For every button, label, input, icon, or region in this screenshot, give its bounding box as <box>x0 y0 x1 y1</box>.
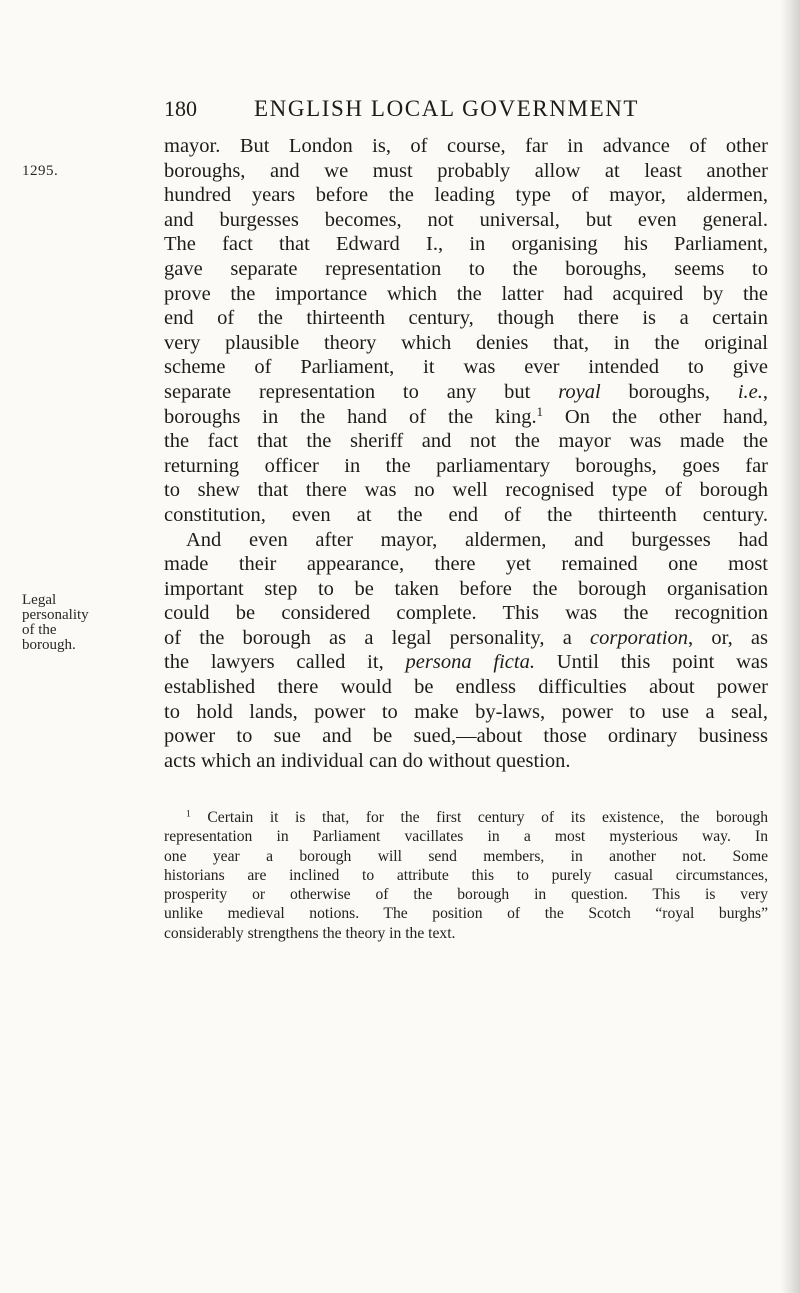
text-run: On the other hand, <box>542 405 768 428</box>
body-line <box>164 650 768 675</box>
footnote-line: one year a borough will send members, in another not. Some <box>164 847 768 865</box>
body-text <box>164 134 768 773</box>
margin-note-line: personality <box>22 607 89 623</box>
running-title: ENGLISH LOCAL GOVERNMENT <box>254 96 640 121</box>
text-run: Until this point was <box>534 651 768 674</box>
body-line: power to sue and be sued,—about those ordinary business <box>164 725 768 748</box>
footnote-line: considerably strengthens the theory in the text. <box>164 924 456 942</box>
body-line: the fact that the sheriff and not the mayor was made the <box>164 430 768 453</box>
page-edge-shadow <box>780 0 800 1293</box>
footnote-line: representation in Parliament vacillates in a most mysterious way. In <box>164 828 768 846</box>
footnote-reference: 1 <box>536 404 543 419</box>
body-line: to hold lands, power to make by-laws, power to use a seal, <box>164 700 768 723</box>
body-line: could be considered complete. This was the recognition <box>164 602 768 625</box>
body-line: constitution, even at the end of the thirteenth century. <box>164 503 768 526</box>
body-line: scheme of Parliament, it was ever intended to give <box>164 356 768 379</box>
margin-note-line: borough. <box>22 637 76 653</box>
body-line <box>164 626 768 651</box>
margin-note-legal-personality <box>22 593 130 653</box>
body-line-paragraph-start: And even after mayor, aldermen, and burgesses had <box>186 528 768 551</box>
body-line: and burgesses becomes, not universal, but even general. <box>164 208 768 231</box>
body-line: The fact that Edward I., in organising his Parliament, <box>164 233 768 256</box>
text-run: Certain it is that, for the first century of its existence, the borough <box>190 809 768 826</box>
body-line: mayor. But London is, of course, far in advance of other <box>164 135 768 157</box>
text-run: of the borough as a legal personality, a <box>164 626 591 649</box>
body-line <box>164 380 768 405</box>
body-line: prove the importance which the latter had acquired by the <box>164 282 768 305</box>
footnote <box>164 808 768 943</box>
footnote-marker: 1 <box>186 808 191 820</box>
body-line: very plausible theory which denies that, in the original <box>164 331 768 354</box>
italic-royal: royal <box>558 380 601 403</box>
text-run: the lawyers called it, <box>164 651 406 674</box>
body-line: important step to be taken before the borough organisation <box>164 577 768 600</box>
body-line: made their appearance, there yet remained one most <box>164 553 768 576</box>
text-run: , or, as <box>688 626 768 649</box>
body-line: established there would be endless difficulties about power <box>164 676 768 699</box>
text-run: boroughs in the hand of the king. <box>164 405 537 428</box>
margin-note-line: of the <box>22 622 57 638</box>
italic-persona-ficta: persona ficta. <box>405 651 535 674</box>
margin-note-year: 1295. <box>22 163 59 179</box>
running-head <box>164 94 754 124</box>
body-line: end of the thirteenth century, though there is a certain <box>164 307 768 330</box>
italic-corporation: corporation <box>590 626 688 649</box>
text-run: , <box>762 380 768 403</box>
footnote-line: historians are inclined to attribute this to purely casual circumstances, <box>164 866 768 884</box>
body-line <box>164 405 768 430</box>
footnote-line <box>164 808 768 827</box>
italic-ie: i.e. <box>737 380 763 403</box>
margin-note-line: Legal <box>22 592 57 608</box>
body-line: acts which an individual can do without question. <box>164 749 571 772</box>
page-number: 180 <box>164 96 197 121</box>
footnote-line: prosperity or otherwise of the borough in question. This is very <box>164 886 768 904</box>
body-line: hundred years before the leading type of mayor, aldermen, <box>164 184 768 207</box>
body-line: boroughs, and we must probably allow at least another <box>164 159 768 182</box>
body-line: to shew that there was no well recognised type of borough <box>164 479 768 502</box>
body-line: returning officer in the parliamentary boroughs, goes far <box>164 454 768 477</box>
body-line: gave separate representation to the boroughs, seems to <box>164 257 768 280</box>
text-run: separate representation to any but <box>164 380 559 403</box>
footnote-line: unlike medieval notions. The position of the Scotch “royal burghs” <box>164 905 768 923</box>
text-run: boroughs, <box>600 380 738 403</box>
